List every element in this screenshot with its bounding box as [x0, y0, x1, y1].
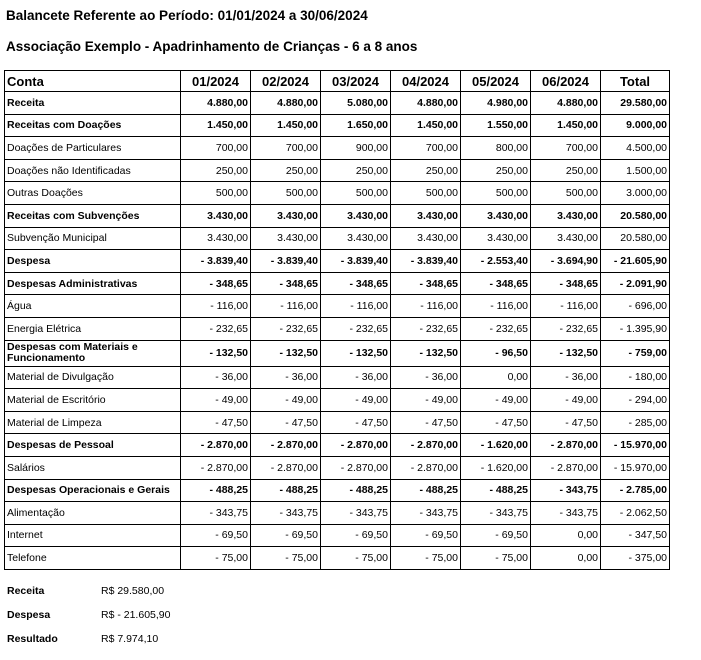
table-row [5, 114, 670, 137]
amount-cell: - 2.870,00 [531, 456, 601, 479]
table-row [5, 250, 670, 273]
amount-cell: - 180,00 [601, 366, 670, 389]
amount-cell: - 36,00 [251, 366, 321, 389]
table-row [5, 479, 670, 502]
amount-cell: - 348,65 [251, 272, 321, 295]
amount-cell: - 2.553,40 [461, 250, 531, 273]
account-name-cell: Despesa [5, 250, 181, 273]
amount-cell: 3.430,00 [181, 204, 251, 227]
amount-cell: 500,00 [461, 182, 531, 205]
amount-cell: 4.980,00 [461, 92, 531, 115]
amount-cell: 700,00 [181, 137, 251, 160]
table-header-row [5, 71, 670, 92]
amount-cell: 500,00 [251, 182, 321, 205]
amount-cell: - 3.839,40 [251, 250, 321, 273]
account-name-cell: Telefone [5, 547, 181, 570]
table-row [5, 411, 670, 434]
summary-value: R$ - 21.605,90 [101, 609, 171, 621]
amount-cell: - 232,65 [391, 317, 461, 340]
amount-cell: 4.880,00 [391, 92, 461, 115]
table-row [5, 340, 670, 366]
amount-cell: 500,00 [531, 182, 601, 205]
amount-cell: 5.080,00 [321, 92, 391, 115]
amount-cell: - 132,50 [321, 340, 391, 366]
amount-cell: 1.450,00 [391, 114, 461, 137]
amount-cell: - 2.091,90 [601, 272, 670, 295]
amount-cell: - 232,65 [461, 317, 531, 340]
amount-cell: - 2.870,00 [391, 456, 461, 479]
amount-cell: - 285,00 [601, 411, 670, 434]
amount-cell: - 116,00 [531, 295, 601, 318]
amount-cell: - 2.870,00 [531, 434, 601, 457]
table-row [5, 92, 670, 115]
amount-cell: 1.450,00 [181, 114, 251, 137]
amount-cell: 4.880,00 [251, 92, 321, 115]
amount-cell: - 2.870,00 [181, 456, 251, 479]
column-header: Conta [5, 71, 181, 92]
amount-cell: 3.430,00 [391, 227, 461, 250]
table-row [5, 272, 670, 295]
amount-cell: - 69,50 [391, 524, 461, 547]
amount-cell: - 36,00 [531, 366, 601, 389]
amount-cell: - 116,00 [251, 295, 321, 318]
table-row [5, 137, 670, 160]
amount-cell: 0,00 [531, 524, 601, 547]
account-name-cell: Doações de Particulares [5, 137, 181, 160]
column-header: 06/2024 [531, 71, 601, 92]
amount-cell: - 75,00 [321, 547, 391, 570]
amount-cell: 250,00 [321, 159, 391, 182]
amount-cell: - 116,00 [181, 295, 251, 318]
account-name-cell: Despesas Administrativas [5, 272, 181, 295]
summary-value: R$ 29.580,00 [101, 585, 165, 597]
amount-cell: - 69,50 [181, 524, 251, 547]
amount-cell: - 96,50 [461, 340, 531, 366]
amount-cell: 20.580,00 [601, 227, 670, 250]
column-header: 04/2024 [391, 71, 461, 92]
amount-cell: - 132,50 [391, 340, 461, 366]
amount-cell: - 232,65 [181, 317, 251, 340]
amount-cell: - 488,25 [181, 479, 251, 502]
amount-cell: - 2.785,00 [601, 479, 670, 502]
amount-cell: 1.550,00 [461, 114, 531, 137]
amount-cell: 3.430,00 [251, 204, 321, 227]
amount-cell: - 69,50 [251, 524, 321, 547]
amount-cell: - 132,50 [531, 340, 601, 366]
table-row [5, 547, 670, 570]
amount-cell: 3.430,00 [321, 227, 391, 250]
amount-cell: - 75,00 [391, 547, 461, 570]
amount-cell: - 2.870,00 [181, 434, 251, 457]
amount-cell: - 49,00 [461, 389, 531, 412]
amount-cell: 1.450,00 [531, 114, 601, 137]
amount-cell: 250,00 [251, 159, 321, 182]
column-header: 03/2024 [321, 71, 391, 92]
amount-cell: 4.880,00 [181, 92, 251, 115]
amount-cell: - 232,65 [251, 317, 321, 340]
amount-cell: 250,00 [391, 159, 461, 182]
account-name-cell: Material de Limpeza [5, 411, 181, 434]
account-name-cell: Despesas de Pessoal [5, 434, 181, 457]
amount-cell: - 294,00 [601, 389, 670, 412]
account-name-cell: Doações não Identificadas [5, 159, 181, 182]
account-name-cell: Material de Escritório [5, 389, 181, 412]
amount-cell: - 343,75 [531, 479, 601, 502]
account-name-cell: Receitas com Subvenções [5, 204, 181, 227]
report-subtitle: Associação Exemplo - Apadrinhamento de Crianças - 6 a 8 anos [6, 39, 418, 54]
table-row [5, 524, 670, 547]
amount-cell: 20.580,00 [601, 204, 670, 227]
amount-cell: - 348,65 [391, 272, 461, 295]
amount-cell: - 49,00 [531, 389, 601, 412]
amount-cell: - 343,75 [391, 502, 461, 525]
amount-cell: 500,00 [321, 182, 391, 205]
amount-cell: - 232,65 [321, 317, 391, 340]
amount-cell: - 2.870,00 [321, 434, 391, 457]
amount-cell: 3.430,00 [251, 227, 321, 250]
amount-cell: - 75,00 [251, 547, 321, 570]
amount-cell: 3.430,00 [461, 204, 531, 227]
amount-cell: - 75,00 [461, 547, 531, 570]
summary-label: Despesa [7, 609, 51, 621]
amount-cell: - 116,00 [321, 295, 391, 318]
balance-table [4, 70, 670, 570]
table-row [5, 456, 670, 479]
amount-cell: - 2.062,50 [601, 502, 670, 525]
account-name-cell: Receita [5, 92, 181, 115]
amount-cell: - 69,50 [461, 524, 531, 547]
amount-cell: 3.430,00 [181, 227, 251, 250]
table-row [5, 366, 670, 389]
amount-cell: 3.430,00 [391, 204, 461, 227]
amount-cell: 3.430,00 [461, 227, 531, 250]
column-header: 05/2024 [461, 71, 531, 92]
amount-cell: 1.450,00 [251, 114, 321, 137]
amount-cell: - 75,00 [181, 547, 251, 570]
amount-cell: - 2.870,00 [391, 434, 461, 457]
summary-label: Receita [7, 585, 45, 597]
summary-label: Resultado [7, 633, 58, 645]
amount-cell: 3.430,00 [321, 204, 391, 227]
amount-cell: - 132,50 [181, 340, 251, 366]
amount-cell: 1.500,00 [601, 159, 670, 182]
amount-cell: 500,00 [181, 182, 251, 205]
amount-cell: - 343,75 [321, 502, 391, 525]
report-title: Balancete Referente ao Período: 01/01/2024 a 30/06/2024 [6, 8, 368, 23]
amount-cell: - 488,25 [321, 479, 391, 502]
table-body [5, 92, 670, 570]
amount-cell: - 348,65 [321, 272, 391, 295]
amount-cell: - 116,00 [391, 295, 461, 318]
amount-cell: 3.430,00 [531, 227, 601, 250]
amount-cell: - 69,50 [321, 524, 391, 547]
amount-cell: - 47,50 [461, 411, 531, 434]
amount-cell: - 49,00 [391, 389, 461, 412]
table-row [5, 227, 670, 250]
amount-cell: - 1.620,00 [461, 434, 531, 457]
amount-cell: 3.000,00 [601, 182, 670, 205]
amount-cell: 700,00 [251, 137, 321, 160]
amount-cell: - 3.694,90 [531, 250, 601, 273]
amount-cell: 250,00 [461, 159, 531, 182]
amount-cell: - 1.620,00 [461, 456, 531, 479]
amount-cell: - 3.839,40 [321, 250, 391, 273]
amount-cell: - 2.870,00 [251, 456, 321, 479]
amount-cell: - 36,00 [321, 366, 391, 389]
account-name-cell: Outras Doações [5, 182, 181, 205]
amount-cell: - 47,50 [321, 411, 391, 434]
table-row [5, 434, 670, 457]
amount-cell: - 232,65 [531, 317, 601, 340]
amount-cell: 9.000,00 [601, 114, 670, 137]
amount-cell: - 488,25 [251, 479, 321, 502]
amount-cell: - 47,50 [251, 411, 321, 434]
account-name-cell: Alimentação [5, 502, 181, 525]
account-name-cell: Energia Elétrica [5, 317, 181, 340]
table-row [5, 204, 670, 227]
account-name-cell: Água [5, 295, 181, 318]
amount-cell: 3.430,00 [531, 204, 601, 227]
amount-cell: 700,00 [391, 137, 461, 160]
amount-cell: - 15.970,00 [601, 456, 670, 479]
amount-cell: - 347,50 [601, 524, 670, 547]
amount-cell: 1.650,00 [321, 114, 391, 137]
amount-cell: - 348,65 [181, 272, 251, 295]
amount-cell: - 49,00 [181, 389, 251, 412]
amount-cell: 0,00 [461, 366, 531, 389]
amount-cell: 4.500,00 [601, 137, 670, 160]
amount-cell: 29.580,00 [601, 92, 670, 115]
column-header: 02/2024 [251, 71, 321, 92]
account-name-cell: Despesas com Materiais e Funcionamento [5, 340, 181, 366]
amount-cell: - 759,00 [601, 340, 670, 366]
amount-cell: - 2.870,00 [251, 434, 321, 457]
account-name-cell: Despesas Operacionais e Gerais [5, 479, 181, 502]
summary-value: R$ 7.974,10 [101, 633, 159, 645]
amount-cell: 800,00 [461, 137, 531, 160]
amount-cell: - 36,00 [181, 366, 251, 389]
amount-cell: - 1.395,90 [601, 317, 670, 340]
table-row [5, 295, 670, 318]
amount-cell: 4.880,00 [531, 92, 601, 115]
amount-cell: - 488,25 [461, 479, 531, 502]
amount-cell: - 49,00 [321, 389, 391, 412]
amount-cell: 250,00 [181, 159, 251, 182]
table-row [5, 159, 670, 182]
column-header: Total [601, 71, 670, 92]
amount-cell: - 2.870,00 [321, 456, 391, 479]
amount-cell: - 49,00 [251, 389, 321, 412]
amount-cell: - 343,75 [251, 502, 321, 525]
amount-cell: 250,00 [531, 159, 601, 182]
amount-cell: 900,00 [321, 137, 391, 160]
amount-cell: - 696,00 [601, 295, 670, 318]
amount-cell: - 132,50 [251, 340, 321, 366]
amount-cell: - 348,65 [461, 272, 531, 295]
amount-cell: - 348,65 [531, 272, 601, 295]
account-name-cell: Salários [5, 456, 181, 479]
amount-cell: - 343,75 [181, 502, 251, 525]
amount-cell: - 47,50 [391, 411, 461, 434]
amount-cell: - 3.839,40 [181, 250, 251, 273]
amount-cell: - 343,75 [461, 502, 531, 525]
amount-cell: - 47,50 [531, 411, 601, 434]
account-name-cell: Receitas com Doações [5, 114, 181, 137]
account-name-cell: Subvenção Municipal [5, 227, 181, 250]
table-row [5, 502, 670, 525]
amount-cell: - 15.970,00 [601, 434, 670, 457]
column-header: 01/2024 [181, 71, 251, 92]
amount-cell: - 488,25 [391, 479, 461, 502]
amount-cell: - 343,75 [531, 502, 601, 525]
account-name-cell: Material de Divulgação [5, 366, 181, 389]
amount-cell: - 375,00 [601, 547, 670, 570]
amount-cell: - 3.839,40 [391, 250, 461, 273]
table-row [5, 182, 670, 205]
amount-cell: - 21.605,90 [601, 250, 670, 273]
table-row [5, 389, 670, 412]
table-row [5, 317, 670, 340]
amount-cell: 0,00 [531, 547, 601, 570]
amount-cell: - 36,00 [391, 366, 461, 389]
amount-cell: - 47,50 [181, 411, 251, 434]
amount-cell: - 116,00 [461, 295, 531, 318]
amount-cell: 700,00 [531, 137, 601, 160]
amount-cell: 500,00 [391, 182, 461, 205]
account-name-cell: Internet [5, 524, 181, 547]
